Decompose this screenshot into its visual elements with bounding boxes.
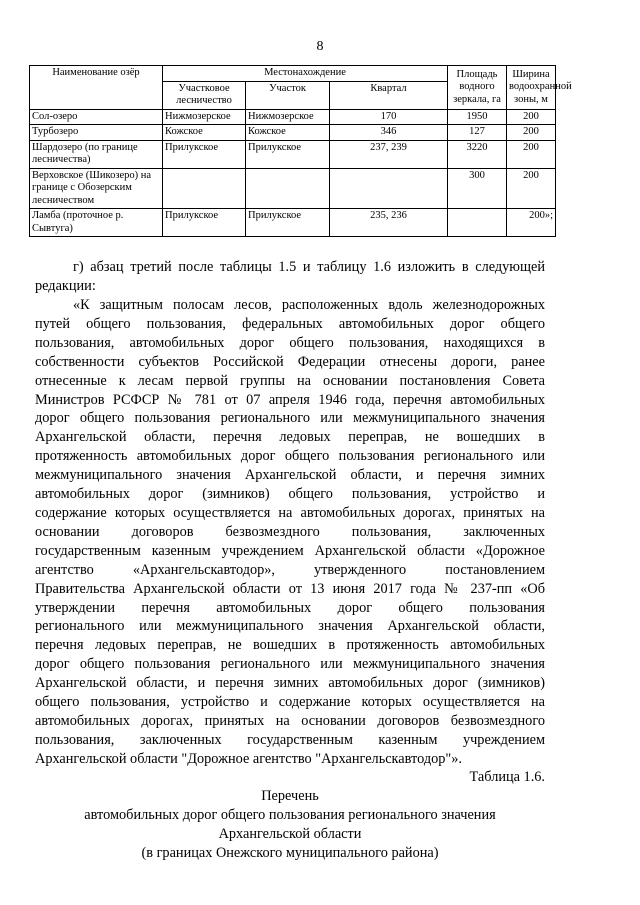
table-label: Таблица 1.6.	[469, 769, 545, 785]
page-number: 8	[316, 39, 324, 54]
quote-line: Министров РСФСР № 781 от 07 апреля 1946 года, перечня автомобильных	[35, 391, 545, 408]
quote-line: «К защитным полосам лесов, расположенных вдоль железнодорожных	[73, 297, 545, 313]
cell-lake-name: Шардозеро (по границе лесничества)	[30, 140, 163, 168]
cell-lake-name: Турбозеро	[30, 125, 163, 141]
cell-plot: Кожское	[246, 125, 330, 141]
list-title: Перечень	[261, 787, 319, 804]
cell-forestry: Прилукское	[163, 209, 246, 237]
quote-line: пользования, заключенных государственным казенным учреждением	[35, 731, 545, 748]
cell-forestry	[163, 168, 246, 209]
list-subtitle: Архангельской области	[218, 825, 362, 842]
header-plot: Участок	[246, 81, 330, 109]
cell-zone-width: 200	[507, 140, 556, 168]
quote-line: Архангельской области, перечня ледовых переправ, не вошедших в	[35, 429, 545, 446]
quote-line: отнесенные к лесам первой группы на основании постановления Совета	[35, 372, 545, 389]
header-area: Площадь водного зеркала, га	[448, 66, 507, 110]
cell-zone-width: 200	[507, 125, 556, 141]
header-location: Местонахождение	[163, 66, 448, 82]
quote-line: регионального или межмуниципального значения Архангельской области,	[35, 618, 545, 635]
quote-line: Правительства Архангельской области от 13 июня 2017 года № 237-пп «Об	[35, 580, 545, 597]
quote-line: утверждении перечня автомобильных дорог общего пользования	[35, 599, 545, 616]
cell-quarter: 237, 239	[330, 140, 448, 168]
cell-area: 300	[448, 168, 507, 209]
cell-plot	[246, 168, 330, 209]
cell-quarter	[330, 168, 448, 209]
quote-line: автомобильных дорог (зимников) общего пользования, устройство и	[35, 486, 545, 503]
quote-line: перечня ледовых переправ, не вошедших в протяженность автомобильных	[35, 637, 545, 654]
quote-line: общего пользования, устройство и содержание которых осуществляется на	[35, 694, 545, 711]
cell-plot: Прилукское	[246, 209, 330, 237]
amendment-line: редакции:	[35, 277, 96, 294]
header-forestry: Участковое лесничество	[163, 81, 246, 109]
cell-area: 1950	[448, 109, 507, 125]
quote-line: дорог общего пользования регионального или межмуниципального значения	[35, 656, 545, 673]
cell-lake-name: Ламба (проточное р. Сывтуга)	[30, 209, 163, 237]
lakes-table	[29, 65, 572, 237]
header-quarter: Квартал	[330, 81, 448, 109]
quote-line: межмуниципального значения Архангельской области, и перечня зимних	[35, 467, 545, 484]
cell-quarter: 235, 236	[330, 209, 448, 237]
cell-lake-name: Сол-озеро	[30, 109, 163, 125]
cell-quarter: 170	[330, 109, 448, 125]
quote-line: дорог общего пользования регионального или межмуниципального значения	[35, 410, 545, 427]
cell-zone-width: 200	[507, 109, 556, 125]
quote-line: содержание которых осуществляется на автомобильных дорогах, принятых на	[35, 504, 545, 521]
quote-line: Архангельской области, и перечня зимних автомобильных дорог (зимников)	[35, 675, 545, 692]
quote-line: основании договоров безвозмездного пользования, заключенных	[35, 523, 545, 540]
cell-plot: Прилукское	[246, 140, 330, 168]
cell-forestry: Нижмозерское	[163, 109, 246, 125]
cell-forestry: Кожское	[163, 125, 246, 141]
quote-line: путей общего пользования, федеральных автомобильных дорог общего	[35, 315, 545, 332]
quote-line: агентство «Архангельскавтодор», утвержденного постановлением	[35, 561, 545, 578]
table-row	[30, 109, 556, 125]
header-lake-name: Наименование озёр	[30, 66, 163, 110]
cell-zone-width: 200	[507, 168, 556, 209]
quote-line: Архангельской области "Дорожное агентство "Архангельскавтодор"».	[35, 750, 462, 767]
cell-forestry: Прилукское	[163, 140, 246, 168]
cell-area: 127	[448, 125, 507, 141]
table-header-row	[30, 66, 556, 82]
list-subtitle: (в границах Онежского муниципального района)	[141, 844, 439, 861]
cell-plot: Нижмозерское	[246, 109, 330, 125]
quote-line: автомобильных дорогах, принятых на основании договоров безвозмездного	[35, 712, 545, 729]
cell-area: 3220	[448, 140, 507, 168]
cell-area	[448, 209, 507, 237]
header-zone-width: Ширина водоохранной зоны, м	[507, 66, 556, 110]
table-row	[30, 140, 556, 168]
quote-line: собственности субъектов Российской Федерации отнесены дороги, ранее	[35, 353, 545, 370]
quote-line: государственным казенным учреждением Архангельской области «Дорожное	[35, 542, 545, 559]
quote-line: протяженность автомобильных дорог общего пользования регионального или	[35, 448, 545, 465]
quoted-paragraph	[35, 296, 545, 769]
cell-quarter: 346	[330, 125, 448, 141]
quote-line: пользования, автомобильных дорог общего пользования, находящихся в	[35, 334, 545, 351]
cell-zone-width: 200»;	[507, 209, 556, 237]
table-1-6-heading	[35, 768, 545, 863]
table-row	[30, 209, 556, 237]
amendment-line: г) абзац третий после таблицы 1.5 и таблицу 1.6 изложить в следующей	[73, 259, 545, 275]
table-row	[30, 125, 556, 141]
list-subtitle: автомобильных дорог общего пользования регионального значения	[84, 806, 496, 823]
table-row	[30, 168, 556, 209]
cell-lake-name: Верховское (Шикозеро) на границе с Обозерским лесничеством	[30, 168, 163, 209]
amendment-paragraph	[35, 258, 545, 296]
